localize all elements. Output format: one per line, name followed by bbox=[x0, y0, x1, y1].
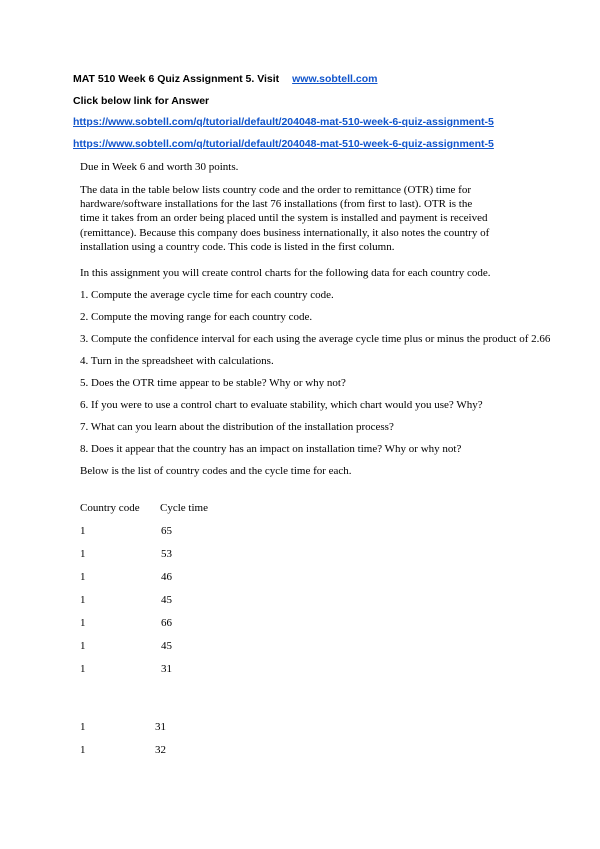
header-line bbox=[73, 73, 377, 85]
country-code-cell: 1 bbox=[80, 525, 86, 537]
cycle-time-cell: 66 bbox=[161, 617, 172, 629]
site-link[interactable]: www.sobtell.com bbox=[292, 73, 378, 85]
cycle-time-cell: 65 bbox=[161, 525, 172, 537]
task-item: 5. Does the OTR time appear to be stable? Why or why not? bbox=[80, 377, 346, 389]
task-item: 6. If you were to use a control chart to evaluate stability, which chart would you use? Why? bbox=[80, 399, 483, 411]
country-code-cell: 1 bbox=[80, 594, 86, 606]
document-title: MAT 510 Week 6 Quiz Assignment 5. Visit bbox=[73, 73, 280, 85]
country-code-cell: 1 bbox=[80, 548, 86, 560]
answer-link-2[interactable]: https://www.sobtell.com/q/tutorial/default/204048-mat-510-week-6-quiz-assignment-5 bbox=[73, 138, 494, 150]
cycle-time-cell: 45 bbox=[161, 594, 172, 606]
country-code-cell: 1 bbox=[80, 571, 86, 583]
task-item: 8. Does it appear that the country has an impact on installation time? Why or why not? bbox=[80, 443, 462, 455]
intro-line: installation using a country code. This code is listed in the first column. bbox=[80, 240, 395, 253]
click-instruction: Click below link for Answer bbox=[73, 95, 210, 107]
cycle-time-cell: 32 bbox=[155, 744, 166, 756]
country-code-cell: 1 bbox=[80, 640, 86, 652]
table-header-cycle-time: Cycle time bbox=[160, 502, 208, 514]
cycle-time-cell: 46 bbox=[161, 571, 172, 583]
cycle-time-cell: 31 bbox=[155, 721, 166, 733]
intro-line: time it takes from an order being placed until the system is installed and payment is received bbox=[80, 212, 488, 225]
intro-line: The data in the table below lists country code and the order to remittance (OTR) time for bbox=[80, 184, 471, 196]
task-item: 4. Turn in the spreadsheet with calculations. bbox=[80, 355, 274, 367]
task-item: 3. Compute the confidence interval for each using the average cycle time plus or minus the product of 2.66 bbox=[80, 333, 551, 345]
intro-line: (remittance). Because this company does business internationally, it also notes the country of bbox=[80, 226, 490, 239]
country-code-cell: 1 bbox=[80, 617, 86, 629]
due-text: Due in Week 6 and worth 30 points. bbox=[80, 161, 239, 173]
table-header-country-code: Country code bbox=[80, 502, 140, 514]
country-code-cell: 1 bbox=[80, 744, 86, 756]
answer-link-1[interactable]: https://www.sobtell.com/q/tutorial/default/204048-mat-510-week-6-quiz-assignment-5 bbox=[73, 116, 494, 128]
below-text: Below is the list of country codes and the cycle time for each. bbox=[80, 465, 352, 477]
cycle-time-cell: 53 bbox=[161, 548, 172, 560]
intro-line: hardware/software installations for the last 76 installations (from first to last). OTR is the bbox=[80, 198, 473, 211]
intro-paragraph bbox=[80, 183, 550, 254]
cycle-time-cell: 45 bbox=[161, 640, 172, 652]
assignment-text: In this assignment you will create control charts for the following data for each country code. bbox=[80, 267, 491, 279]
task-item: 2. Compute the moving range for each country code. bbox=[80, 311, 313, 323]
task-item: 1. Compute the average cycle time for each country code. bbox=[80, 289, 334, 301]
country-code-cell: 1 bbox=[80, 721, 86, 733]
task-item: 7. What can you learn about the distribution of the installation process? bbox=[80, 421, 394, 433]
country-code-cell: 1 bbox=[80, 663, 86, 675]
cycle-time-cell: 31 bbox=[161, 663, 172, 675]
